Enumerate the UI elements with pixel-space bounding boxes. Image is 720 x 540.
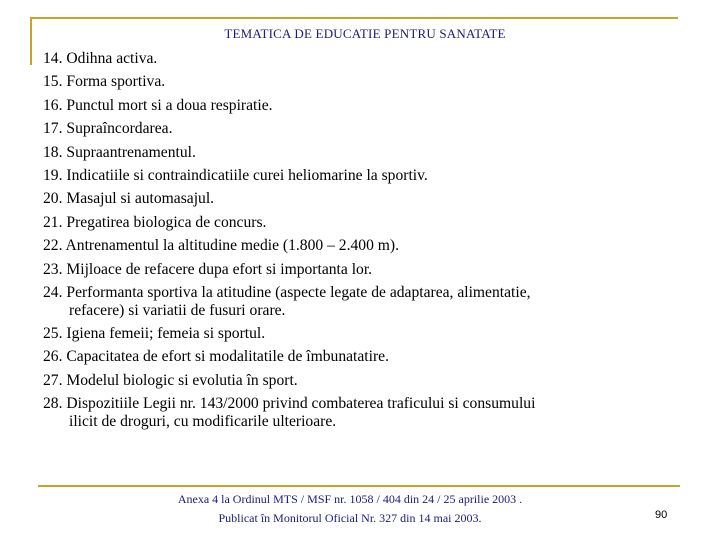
list-item-text: 21. Pregatirea biologica de concurs. [43, 213, 267, 231]
list-item-continuation: ilicit de droguri, cu modificarile ulterioare. [69, 413, 337, 431]
list-item [43, 164, 693, 187]
list-item [43, 141, 693, 164]
footer-line-1: Anexa 4 la Ordinul MTS / MSF nr. 1058 / 404 din 24 / 25 aprilie 2003 . [177, 492, 523, 506]
list-item [43, 234, 693, 257]
list-item-text: 26. Capacitatea de efort si modalitatile de îmbunatatire. [43, 348, 389, 366]
frame-bottom-line [38, 485, 680, 487]
list-item-text: 20. Masajul si automasajul. [43, 190, 215, 208]
list-item [43, 211, 693, 234]
list-item [43, 322, 693, 345]
list-item-text: 27. Modelul biologic si evolutia în sport. [43, 371, 298, 389]
list-item [43, 187, 693, 210]
list-item-text: 14. Odihna activa. [43, 50, 158, 67]
list-item-text: 17. Supraîncordarea. [43, 120, 173, 138]
list-item-text: 16. Punctul mort si a doua respiratie. [43, 96, 273, 114]
list-item-text: 28. Dispozitiile Legii nr. 143/2000 privind combaterea traficului si consumului [43, 395, 536, 413]
page-title: TEMATICA DE EDUCATIE PENTRU SANATATE [224, 26, 506, 41]
list-item-text: 15. Forma sportiva. [43, 73, 166, 91]
list-item-text: 19. Indicatiile si contraindicatiile curei heliomarine la sportiv. [43, 167, 428, 185]
list-item [43, 94, 693, 117]
list-item [43, 117, 693, 140]
list-item [43, 369, 693, 392]
frame-top-line [30, 17, 678, 19]
list-item-text: 24. Performanta sportiva la atitudine (aspecte legate de adaptarea, alimentatie, [43, 284, 531, 302]
footer-citation [100, 490, 600, 528]
list-item [43, 70, 693, 93]
list-item-text: 25. Igiena femeii; femeia si sportul. [43, 325, 266, 343]
list-item-text: 22. Antrenamentul la altitudine medie (1.800 – 2.400 m). [43, 237, 399, 255]
page-number: 90 [655, 509, 668, 521]
list-item-text: 18. Supraantrenamentul. [43, 143, 196, 161]
list-item [43, 258, 693, 281]
list-item [43, 345, 693, 368]
footer-line-2: Publicat în Monitorul Oficial Nr. 327 din 14 mai 2003. [218, 511, 482, 525]
list-item-text: 23. Mijloace de refacere dupa efort si importanta lor. [43, 260, 373, 278]
list-item [43, 284, 693, 320]
list-item-continuation: refacere) si variatii de fusuri orare. [69, 302, 286, 320]
list-item [43, 47, 693, 70]
topic-list [43, 47, 693, 433]
list-item [43, 395, 693, 431]
